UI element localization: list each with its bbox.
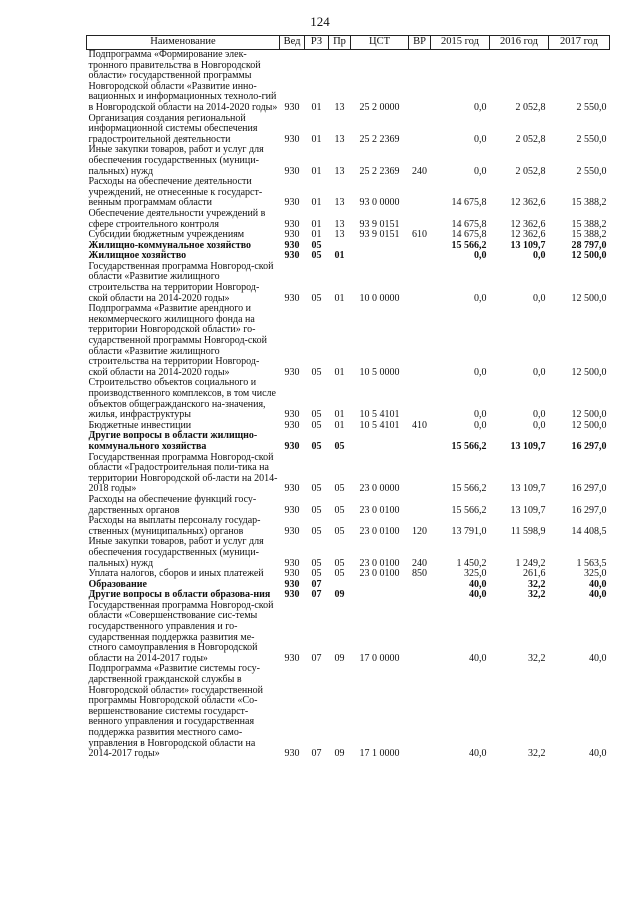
row-cst (351, 431, 409, 452)
row-value-2015: 0,0 (474, 409, 487, 421)
row-value-2016: 13 109,7 (510, 440, 546, 452)
row-rz: 05 (311, 483, 322, 495)
row-cst: 93 0 0000 (359, 197, 400, 209)
row-name: Расходы на обеспечение деятельности учреждений, не отнесенные к государст-венным программам области (88, 176, 263, 209)
row-pr: 13 (334, 165, 345, 177)
row-rz: 05 (311, 239, 322, 251)
row-pr: 01 (334, 292, 345, 304)
row-cst: 23 0 0100 (359, 557, 400, 569)
row-value-2015: 15 566,2 (451, 483, 487, 495)
table-header-row (87, 36, 610, 50)
row-cst: 25 2 0000 (359, 101, 400, 113)
row-vr (409, 251, 431, 262)
row-value-2017: 12 500,0 (571, 292, 607, 304)
header-vr: ВР (409, 36, 431, 50)
header-2015: 2015 год (431, 36, 490, 50)
row-pr: 05 (334, 568, 345, 580)
row-value-2016: 32,2 (528, 652, 546, 664)
row-cst: 23 0 0100 (359, 568, 400, 580)
row-pr: 05 (334, 440, 345, 452)
row-vr: 120 (412, 525, 427, 537)
row-value-2017: 12 500,0 (571, 366, 607, 378)
row-value-2015: 0,0 (474, 165, 487, 177)
row-ved: 930 (284, 366, 300, 378)
row-cst: 10 5 0000 (359, 366, 400, 378)
row-cst: 10 5 4101 (359, 419, 400, 431)
row-value-2016: 11 598,9 (510, 525, 546, 537)
row-name: Обеспечение деятельности учреждений в сфере строительного контроля (88, 207, 266, 230)
table-row (87, 495, 610, 516)
row-name: Подпрограмма «Развитие арендного и некоммерческого жилищного фонда на территории Новгородской области» го-сударственной программы Новгород-ской области «Развитие жилищного строительства на территории Новгород-ской области на 2014-2020 годы» (88, 303, 268, 378)
row-value-2015: 0,0 (474, 101, 487, 113)
row-ved: 930 (284, 557, 300, 569)
row-value-2015: 14 675,8 (451, 218, 487, 230)
row-rz: 05 (311, 557, 322, 569)
row-cst: 10 5 4101 (359, 409, 400, 421)
row-value-2016: 13 109,7 (510, 483, 546, 495)
row-rz: 05 (311, 440, 322, 452)
row-value-2017: 1 563,5 (576, 557, 607, 569)
row-value-2015: 14 675,8 (451, 197, 487, 209)
row-vr (409, 590, 431, 601)
row-vr (409, 580, 431, 591)
row-ved: 930 (284, 409, 300, 421)
budget-table (86, 35, 610, 760)
row-name: Государственная программа Новгород-ской области «Градостроительная поли-тика на территории Новгородской об-ласти на 2014-2018 годы» (88, 451, 278, 495)
header-rz: РЗ (305, 36, 329, 50)
row-value-2015: 13 791,0 (451, 525, 487, 537)
row-value-2017: 16 297,0 (571, 440, 607, 452)
row-rz: 07 (311, 589, 322, 601)
header-name: Наименование (87, 36, 280, 50)
row-value-2016: 2 052,8 (515, 133, 546, 145)
row-value-2016: 261,6 (523, 568, 546, 580)
row-rz: 01 (311, 197, 322, 209)
row-value-2017: 2 550,0 (576, 165, 607, 177)
row-ved: 930 (284, 504, 300, 516)
row-rz: 05 (311, 504, 322, 516)
row-value-2017: 2 550,0 (576, 133, 607, 145)
page-number: 124 (310, 14, 330, 29)
header-ved: Вед (280, 36, 305, 50)
row-cst (351, 590, 409, 601)
row-value-2016: 32,2 (528, 748, 546, 760)
row-name: Жилищное хозяйство (88, 250, 187, 262)
row-cst (351, 241, 409, 252)
row-rz: 05 (311, 409, 322, 421)
row-name: Иные закупки товаров, работ и услуг для обеспечения государственных (муници-пальных) нужд (88, 144, 264, 177)
row-pr: 09 (334, 589, 345, 601)
row-name: Государственная программа Новгород-ской области «Совершенствование сис-темы государственного управления и го-сударственная поддержка развития ме-стного самоуправления в Новгородской области на 2014-2017 годы» (88, 599, 274, 664)
row-name: Строительство объектов социального и производственного комплексов, в том числе объектов общегражданского на-значения, жилья, инфраструктуры (88, 377, 276, 421)
row-rz: 05 (311, 419, 322, 431)
row-cst: 93 9 0151 (359, 218, 400, 230)
row-ved: 930 (284, 229, 300, 241)
row-value-2015: 40,0 (469, 748, 487, 760)
row-value-2017: 12 500,0 (571, 409, 607, 421)
row-rz: 07 (311, 652, 322, 664)
row-value-2015: 15 566,2 (451, 239, 487, 251)
row-ved: 930 (284, 483, 300, 495)
row-rz: 05 (311, 525, 322, 537)
row-vr: 610 (412, 229, 427, 241)
table-row (87, 304, 610, 378)
row-name: Субсидии бюджетным учреждениям (88, 229, 245, 241)
row-value-2017: 2 550,0 (576, 101, 607, 113)
row-pr: 09 (334, 652, 345, 664)
table-row (87, 145, 610, 177)
row-name: Организация создания региональной информационной системы обеспечения градостроительной деятельности (88, 112, 258, 145)
row-value-2017: 40,0 (589, 748, 607, 760)
table-row (87, 177, 610, 209)
row-value-2017: 40,0 (589, 652, 607, 664)
row-value-2016: 12 362,6 (510, 197, 546, 209)
table-row (87, 601, 610, 665)
row-ved: 930 (284, 133, 300, 145)
row-rz: 05 (311, 568, 322, 580)
row-rz: 07 (311, 578, 322, 590)
table-body (87, 50, 610, 760)
row-rz: 01 (311, 229, 322, 241)
row-value-2016: 0,0 (533, 250, 546, 262)
row-name: Расходы на обеспечение функций госу-дарственных органов (88, 493, 257, 516)
row-value-2016: 32,2 (528, 578, 546, 590)
row-value-2017: 15 388,2 (571, 218, 607, 230)
row-value-2017: 28 797,0 (571, 239, 607, 251)
row-pr: 13 (334, 229, 345, 241)
row-pr: 05 (334, 557, 345, 569)
row-value-2015: 325,0 (464, 568, 487, 580)
row-name: Подпрограмма «Развитие системы госу-дарственной гражданской службы в Новгородской области» государственной программы Новгородской области «Со-вершенствование системы государст-венного управления и государственная поддержка развития местного само-управления в Новгородской области на 2014-2017 годы» (88, 663, 263, 760)
row-rz: 07 (311, 748, 322, 760)
header-cst: ЦСТ (351, 36, 409, 50)
row-ved: 930 (284, 568, 300, 580)
row-rz: 01 (311, 101, 322, 113)
row-ved: 930 (284, 589, 300, 601)
row-vr (409, 50, 431, 114)
row-cst (351, 580, 409, 591)
table-row (87, 453, 610, 495)
row-vr (409, 495, 431, 516)
row-name: Другие вопросы в области образова-ния (88, 589, 271, 601)
row-ved: 930 (284, 239, 300, 251)
row-value-2017: 40,0 (589, 589, 607, 601)
row-value-2017: 12 500,0 (571, 419, 607, 431)
row-value-2017: 12 500,0 (571, 250, 607, 262)
row-value-2015: 0,0 (474, 250, 487, 262)
row-vr (409, 304, 431, 378)
table-row (87, 431, 610, 452)
row-cst (351, 251, 409, 262)
row-vr (409, 601, 431, 665)
header-pr: Пр (329, 36, 351, 50)
row-pr: 13 (334, 101, 345, 113)
row-vr (409, 262, 431, 304)
row-value-2016: 32,2 (528, 589, 546, 601)
row-ved: 930 (284, 525, 300, 537)
row-name: Образование (88, 578, 147, 590)
row-name: Расходы на выплаты персоналу государ-ственных (муниципальных) органов (88, 515, 261, 537)
row-cst: 10 0 0000 (359, 292, 400, 304)
row-value-2016: 2 052,8 (515, 165, 546, 177)
row-value-2015: 0,0 (474, 366, 487, 378)
row-cst: 23 0 0100 (359, 525, 400, 537)
row-vr (409, 431, 431, 452)
row-name: Другие вопросы в области жилищно-коммунального хозяйства (88, 430, 258, 452)
row-vr: 240 (412, 165, 427, 177)
row-vr (409, 453, 431, 495)
row-pr: 01 (334, 250, 345, 262)
row-pr: 09 (334, 748, 345, 760)
row-value-2016: 2 052,8 (515, 101, 546, 113)
row-pr: 13 (334, 197, 345, 209)
row-value-2016: 0,0 (533, 419, 546, 431)
row-vr: 850 (412, 568, 427, 580)
table-row (87, 516, 610, 537)
row-name: Подпрограмма «Формирование элек-тронного правительства в Новгородской области» государственной программы Новгородской области «Развитие инно-вационных и информационных техноло-гий в Новгородской области на 2014-2020 годы» (88, 49, 278, 113)
row-pr: 13 (334, 133, 345, 145)
row-value-2015: 40,0 (469, 589, 487, 601)
row-pr: 05 (334, 525, 345, 537)
row-pr: 01 (334, 366, 345, 378)
row-ved: 930 (284, 440, 300, 452)
row-value-2016: 13 109,7 (510, 239, 546, 251)
row-name: Государственная программа Новгород-ской области «Развитие жилищного строительства на территории Новгород-ской области на 2014-2020 годы» (88, 260, 274, 304)
row-ved: 930 (284, 197, 300, 209)
row-value-2017: 15 388,2 (571, 197, 607, 209)
row-rz: 01 (311, 218, 322, 230)
row-value-2015: 40,0 (469, 652, 487, 664)
row-value-2015: 0,0 (474, 419, 487, 431)
table-row (87, 664, 610, 759)
row-ved: 930 (284, 250, 300, 262)
row-ved: 930 (284, 101, 300, 113)
row-cst: 93 9 0151 (359, 229, 400, 241)
row-vr (409, 664, 431, 759)
row-cst: 17 0 0000 (359, 652, 400, 664)
row-value-2015: 40,0 (469, 578, 487, 590)
row-name: Жилищно-коммунальное хозяйство (88, 239, 252, 251)
row-ved: 930 (284, 165, 300, 177)
row-value-2017: 15 388,2 (571, 229, 607, 241)
row-vr (409, 114, 431, 146)
row-pr: 13 (334, 218, 345, 230)
row-name: Бюджетные инвестиции (88, 419, 192, 431)
row-value-2016: 12 362,6 (510, 229, 546, 241)
table-row (87, 114, 610, 146)
row-cst: 25 2 2369 (359, 165, 400, 177)
row-value-2016: 0,0 (533, 409, 546, 421)
row-name: Иные закупки товаров, работ и услуг для обеспечения государственных (муници-пальных) нужд (88, 536, 264, 569)
row-vr: 240 (412, 557, 427, 569)
row-value-2015: 15 566,2 (451, 504, 487, 516)
row-cst: 23 0 0100 (359, 504, 400, 516)
row-value-2016: 1 249,2 (515, 557, 546, 569)
row-value-2015: 14 675,8 (451, 229, 487, 241)
table-row (87, 378, 610, 420)
row-ved: 930 (284, 218, 300, 230)
row-cst: 17 1 0000 (359, 748, 400, 760)
row-ved: 930 (284, 652, 300, 664)
row-value-2017: 40,0 (589, 578, 607, 590)
header-2017: 2017 год (549, 36, 610, 50)
row-rz: 01 (311, 165, 322, 177)
row-rz: 01 (311, 133, 322, 145)
row-pr: 05 (334, 483, 345, 495)
row-rz: 05 (311, 292, 322, 304)
row-ved: 930 (284, 419, 300, 431)
row-value-2016: 12 362,6 (510, 218, 546, 230)
row-vr (409, 241, 431, 252)
row-value-2015: 0,0 (474, 292, 487, 304)
row-rz: 05 (311, 366, 322, 378)
row-cst: 23 0 0000 (359, 483, 400, 495)
row-value-2016: 0,0 (533, 366, 546, 378)
row-ved: 930 (284, 578, 300, 590)
row-value-2017: 16 297,0 (571, 504, 607, 516)
header-2016: 2016 год (490, 36, 549, 50)
row-value-2017: 16 297,0 (571, 483, 607, 495)
row-value-2015: 0,0 (474, 133, 487, 145)
row-value-2015: 1 450,2 (456, 557, 487, 569)
row-value-2015: 15 566,2 (451, 440, 487, 452)
row-ved: 930 (284, 748, 300, 760)
row-cst: 25 2 2369 (359, 133, 400, 145)
table-row (87, 262, 610, 304)
table-row (87, 209, 610, 230)
row-value-2016: 0,0 (533, 292, 546, 304)
row-pr: 01 (334, 409, 345, 421)
table-row (87, 50, 610, 114)
row-ved: 930 (284, 292, 300, 304)
row-vr: 410 (412, 419, 427, 431)
row-vr (409, 177, 431, 209)
row-vr (409, 209, 431, 230)
row-vr (409, 378, 431, 420)
row-value-2016: 13 109,7 (510, 504, 546, 516)
table-row (87, 537, 610, 569)
row-name: Уплата налогов, сборов и иных платежей (88, 568, 264, 580)
row-rz: 05 (311, 250, 322, 262)
row-pr: 05 (334, 504, 345, 516)
row-value-2017: 14 408,5 (571, 525, 607, 537)
row-value-2017: 325,0 (584, 568, 607, 580)
row-pr: 01 (334, 419, 345, 431)
